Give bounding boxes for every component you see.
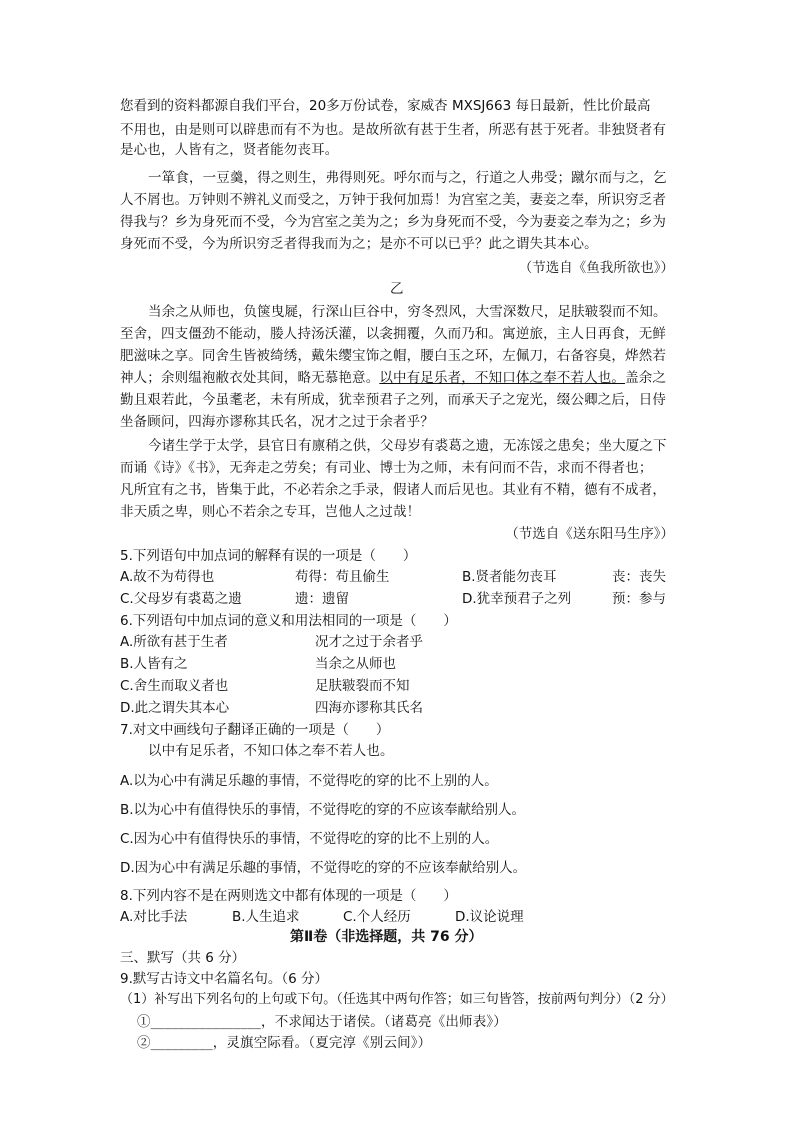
q5-option-a-gloss: 苟得：苟且偷生 — [295, 569, 390, 585]
jia-line-5: 得我与？乡为身死而不受，今为宫室之美为之；乡为身死而不受，今为妻妾之奉为之；乡为 — [120, 214, 666, 230]
yi-line-3: 肥滋味之享。同舍生皆被绮绣，戴朱缨宝饰之帽，腰白玉之环，左佩刀，右备容臭，烨然若 — [120, 348, 666, 364]
q7-stem: 7.对文中画线句子翻译正确的一项是（ ） — [120, 722, 390, 738]
part2-title: 第Ⅱ卷（非选择题，共 76 分） — [290, 929, 483, 945]
jia-line-2: 是心也，人皆有之，贤者能勿丧耳。 — [120, 142, 339, 158]
yi-line-4-text: 神人；余则缊袍敝衣处其间，略无慕艳意。 — [120, 370, 380, 386]
header-notice: 您看到的资料都源自我们平台，20多万份试卷，家威杏 MXSJ663 每日最新，性比价最高 — [120, 98, 651, 114]
jia-line-4: 人不屑也。万钟则不辨礼义而受之，万钟于我何加焉！为宫室之美，妻妾之奉，所识穷乏者 — [120, 192, 666, 208]
q8-stem: 8.下列内容不是在两则选文中都有体现的一项是（ ） — [120, 888, 457, 904]
q6-option-d: D.此之谓失其本心 — [120, 700, 230, 716]
jia-source: （节选自《鱼我所欲也》） — [518, 260, 674, 276]
q9-blank-2[interactable]: ②_________，灵旗空际看。（夏完淳《别云间》） — [137, 1035, 432, 1051]
q6-option-b: B.人皆有之 — [120, 656, 188, 672]
yi-line-2: 至舍，四支僵劲不能动，媵人持汤沃灌，以衾拥覆，久而乃和。寓逆旅，主人日再食，无鲜 — [120, 326, 666, 342]
q6-option-c-compare: 足肤皲裂而不知 — [315, 678, 410, 694]
q6-option-c: C.舍生而取义者也 — [120, 678, 229, 694]
q5-option-d-gloss: 预：参与 — [612, 591, 666, 607]
q8-option-b: B.人生追求 — [232, 909, 300, 925]
q6-option-a: A.所欲有甚于生者 — [120, 634, 228, 650]
yi-line-9: 凡所宜有之书，皆集于此，不必若余之手录，假诸人而后见也。其业有不精，德有不成者， — [120, 482, 666, 498]
section3-title: 三、默写（共 6 分） — [120, 950, 246, 966]
yi-line-8: 而诵《诗》《书》，无奔走之劳矣；有司业、博士为之师，未有问而不告，求而不得者也； — [120, 460, 653, 476]
yi-line-6: 坐备顾问，四海亦谬称其氏名，况才之过于余者乎？ — [120, 414, 434, 430]
q6-option-d-compare: 四海亦谬称其氏名 — [315, 700, 423, 716]
q5-option-b: B.贤者能勿丧耳 — [462, 569, 557, 585]
jia-line-1: 不用也，由是则可以辟患而有不为也。是故所欲有甚于生者，所恶有甚于死者。非独贤者有 — [120, 122, 666, 138]
q5-option-c: C.父母岁有裘葛之遗 — [120, 591, 242, 607]
q7-option-d: D.因为心中有满足乐趣的事情，不觉得吃的穿的不应该奉献给别人。 — [120, 860, 527, 876]
q7-option-a: A.以为心中有满足乐趣的事情，不觉得吃的穿的比不上别的人。 — [120, 773, 498, 789]
q9-blank-1[interactable]: ①________________，不求闻达于诸侯。（诸葛亮《出师表》） — [137, 1014, 507, 1030]
yi-source: （节选自《送东阳马生序》） — [505, 526, 674, 542]
q5-option-c-gloss: 遗：遗留 — [295, 591, 349, 607]
yi-line-10: 非天质之卑，则心不若余之专耳，岂他人之过哉！ — [120, 504, 421, 520]
q5-stem: 5.下列语句中加点词的解释有误的一项是（ ） — [120, 548, 417, 564]
yi-line-1: 当余之从师也，负箧曳屣，行深山巨谷中，穷冬烈风，大雪深数尺，足肤皲裂而不知。 — [148, 304, 667, 320]
q5-option-b-gloss: 丧：丧失 — [612, 569, 666, 585]
q8-option-a: A.对比手法 — [120, 909, 188, 925]
q7-quote: 以中有足乐者，不知口体之奉不若人也。 — [148, 743, 394, 759]
jia-line-3: 一箪食，一豆羹，得之则生，弗得则死。呼尔而与之，行道之人弗受；蹴尔而与之，乞 — [148, 170, 667, 186]
q5-option-a: A.故不为苟得也 — [120, 569, 215, 585]
yi-line-4 — [120, 368, 666, 388]
jia-line-6: 身死而不受，今为所识穷乏者得我而为之；是亦不可以已乎？此之谓失其本心。 — [120, 236, 598, 252]
q8-option-c: C.个人经历 — [343, 909, 411, 925]
q6-stem: 6.下列语句中加点词的意义和用法相同的一项是（ ） — [120, 613, 457, 629]
yi-line-7: 今诸生学于太学，县官日有廪稍之供，父母岁有裘葛之遗，无冻馁之患矣；坐大厦之下 — [148, 438, 667, 454]
q7-option-b: B.以为心中有值得快乐的事情，不觉得吃的穿的不应该奉献给别人。 — [120, 802, 526, 818]
yi-line-5: 勤且艰若此，今虽耄老，未有所成，犹幸预君子之列，而承天子之宠光，缀公卿之后，日侍 — [120, 392, 666, 408]
q9-stem: 9.默写古诗文中名篇名句。（6 分） — [120, 971, 329, 987]
q6-option-b-compare: 当余之从师也 — [315, 656, 396, 672]
yi-heading: 乙 — [390, 281, 404, 297]
yi-line-4-tail: 盖余之 — [625, 370, 667, 386]
q9-sub1: （1）补写出下列名句的上句或下句。（任选其中两句作答；如三句皆答，按前两句判分）（2 分） — [120, 992, 674, 1007]
underlined-sentence: 以中有足乐者，不知口体之奉不若人也。 — [379, 370, 626, 386]
q6-option-a-compare: 况才之过于余者乎 — [315, 634, 423, 650]
q7-option-c: C.因为心中有值得快乐的事情，不觉得吃的穿的比不上别的人。 — [120, 831, 499, 847]
q8-option-d: D.议论说理 — [455, 909, 524, 925]
q5-option-d: D.犹幸预君子之列 — [462, 591, 572, 607]
